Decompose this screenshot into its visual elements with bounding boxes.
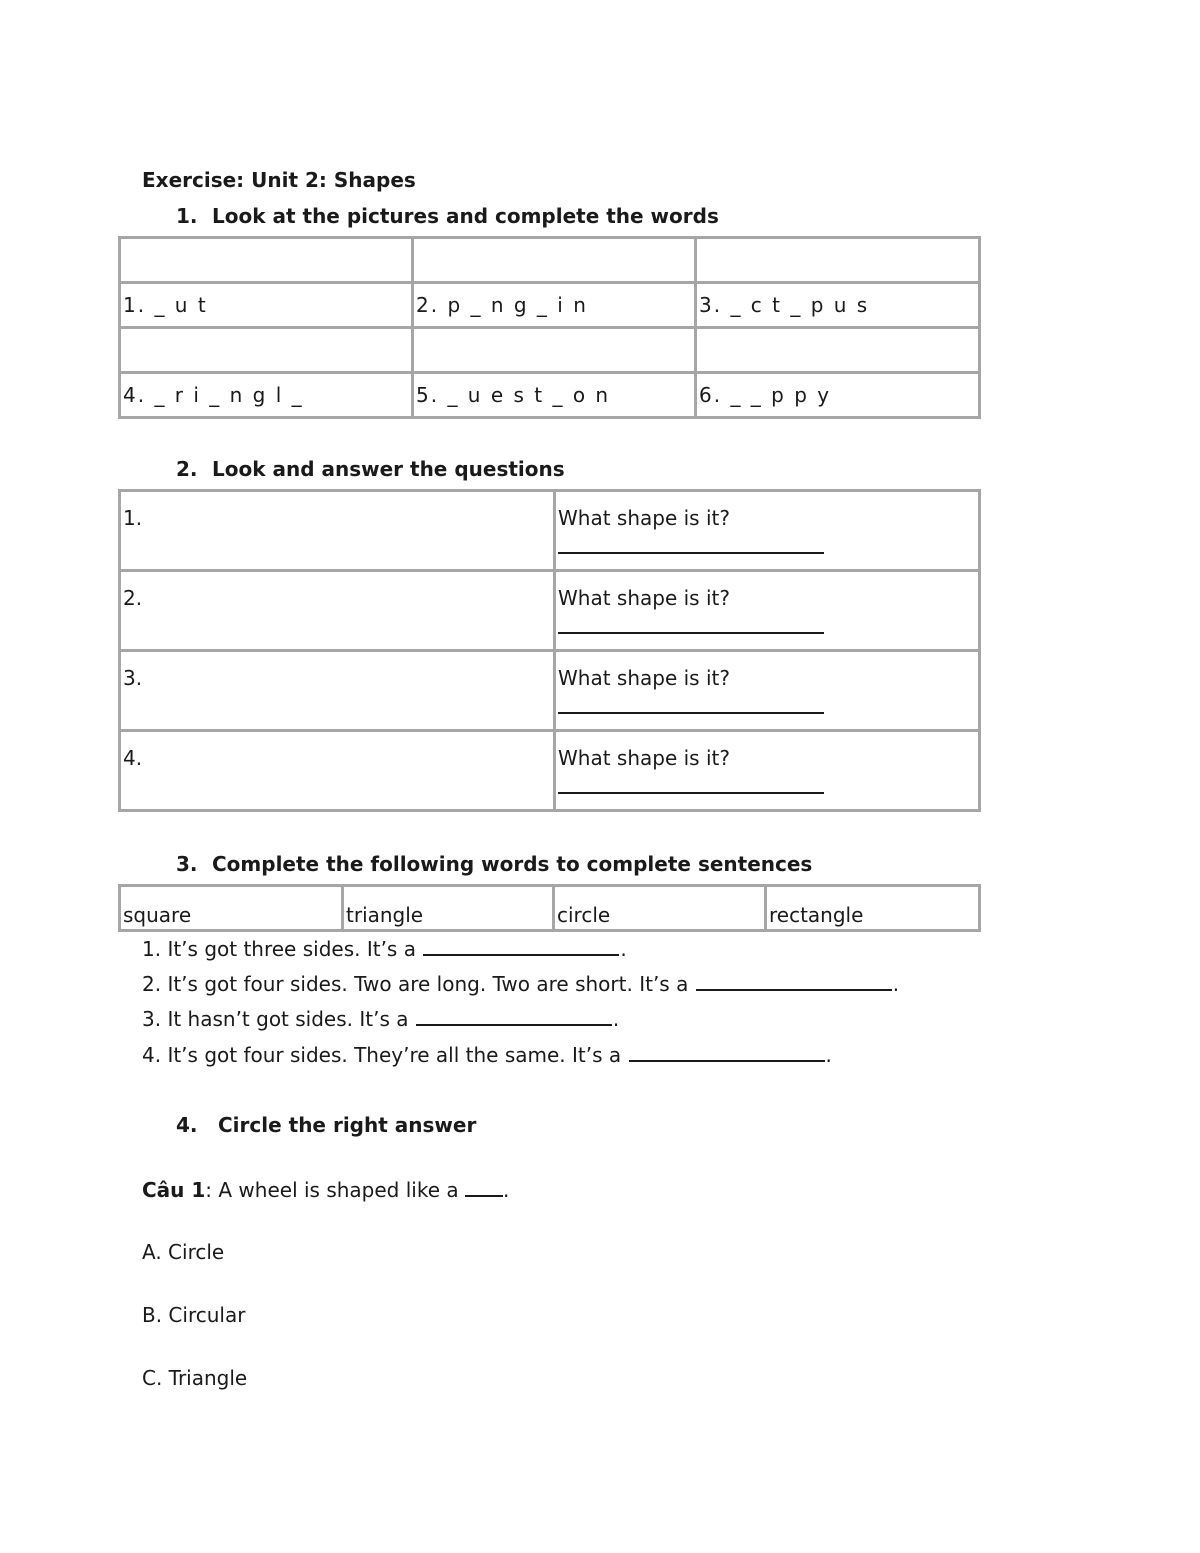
sentence-end: . — [620, 937, 627, 961]
question-text: What shape is it? — [558, 666, 730, 690]
word-cell: 3. _ c t _ p u s — [696, 283, 980, 328]
section-1-number: 1. — [176, 204, 198, 228]
word-bank-item: rectangle — [766, 886, 980, 931]
section-4-number: 4. — [176, 1113, 198, 1137]
question-text: What shape is it? — [558, 746, 730, 770]
section-4-title: Circle the right answer — [218, 1113, 477, 1137]
sentence-text: 4. It’s got four sides. They’re all the same. It’s a — [142, 1043, 622, 1067]
word-cell: 5. _ u e s t _ o n — [413, 373, 696, 418]
answer-option-a[interactable]: A. Circle — [142, 1240, 225, 1264]
sentence-text: 1. It’s got three sides. It’s a — [142, 937, 416, 961]
picture-cell — [696, 328, 980, 373]
sentence-end: . — [612, 1007, 620, 1031]
question-text: : A wheel is shaped like a — [205, 1178, 459, 1202]
word-completion-table — [118, 236, 981, 419]
sentence-end: . — [825, 1043, 832, 1067]
sentence-text: 2. It’s got four sides. Two are long. Two are short. It’s a — [142, 972, 689, 996]
sentence-blank[interactable] — [416, 1006, 612, 1026]
question-row — [120, 491, 980, 571]
section-4-heading — [176, 1113, 476, 1137]
page-title: Exercise: Unit 2: Shapes — [142, 168, 416, 192]
word-row-1 — [120, 283, 980, 328]
fill-sentence — [142, 971, 899, 996]
question-number: 4. — [120, 731, 555, 811]
picture-cell — [696, 238, 980, 283]
section-3-heading — [176, 852, 812, 876]
question-cell — [555, 571, 980, 651]
sentence-text: 3. It hasn’t got sides. It’s a — [142, 1007, 409, 1031]
word-row-2 — [120, 373, 980, 418]
question-number: 3. — [120, 651, 555, 731]
answer-line[interactable] — [558, 550, 824, 554]
word-cell: 4. _ r i _ n g l _ — [120, 373, 413, 418]
answer-line[interactable] — [558, 630, 824, 634]
question-row — [120, 571, 980, 651]
question-cell — [555, 651, 980, 731]
fill-sentence — [142, 1006, 619, 1031]
question-cell — [555, 491, 980, 571]
question-end: . — [503, 1178, 510, 1202]
word-bank-item: circle — [554, 886, 766, 931]
fill-sentence — [142, 1042, 832, 1067]
mc-question — [142, 1177, 509, 1202]
shape-question-table — [118, 489, 981, 812]
picture-cell — [413, 238, 696, 283]
question-label: Câu 1 — [142, 1178, 206, 1202]
word-bank-table — [118, 884, 981, 932]
section-3-number: 3. — [176, 852, 198, 876]
answer-line[interactable] — [558, 790, 824, 794]
sentence-blank[interactable] — [629, 1042, 825, 1062]
question-number: 2. — [120, 571, 555, 651]
sentence-blank[interactable] — [696, 971, 892, 991]
word-cell: 6. _ _ p p y — [696, 373, 980, 418]
word-bank-item: square — [120, 886, 343, 931]
question-row — [120, 731, 980, 811]
section-2-number: 2. — [176, 457, 198, 481]
question-text: What shape is it? — [558, 506, 730, 530]
word-cell: 1. _ u t — [120, 283, 413, 328]
section-1-heading — [176, 204, 719, 228]
question-row — [120, 651, 980, 731]
section-2-heading — [176, 457, 565, 481]
answer-option-b[interactable]: B. Circular — [142, 1303, 246, 1327]
word-cell: 2. p _ n g _ i n — [413, 283, 696, 328]
picture-cell — [120, 238, 413, 283]
answer-line[interactable] — [558, 710, 824, 714]
question-number: 1. — [120, 491, 555, 571]
sentence-end: . — [892, 972, 900, 996]
word-bank-item: triangle — [343, 886, 554, 931]
picture-cell — [413, 328, 696, 373]
answer-option-c[interactable]: C. Triangle — [142, 1366, 248, 1390]
sentence-blank[interactable] — [423, 936, 619, 956]
question-blank — [465, 1177, 503, 1197]
section-3-title: Complete the following words to complete sentences — [212, 852, 813, 876]
section-1-title: Look at the pictures and complete the words — [212, 204, 719, 228]
section-2-title: Look and answer the questions — [212, 457, 565, 481]
picture-row-2 — [120, 328, 980, 373]
question-text: What shape is it? — [558, 586, 730, 610]
question-cell — [555, 731, 980, 811]
fill-sentence — [142, 936, 627, 961]
picture-cell — [120, 328, 413, 373]
picture-row-1 — [120, 238, 980, 283]
